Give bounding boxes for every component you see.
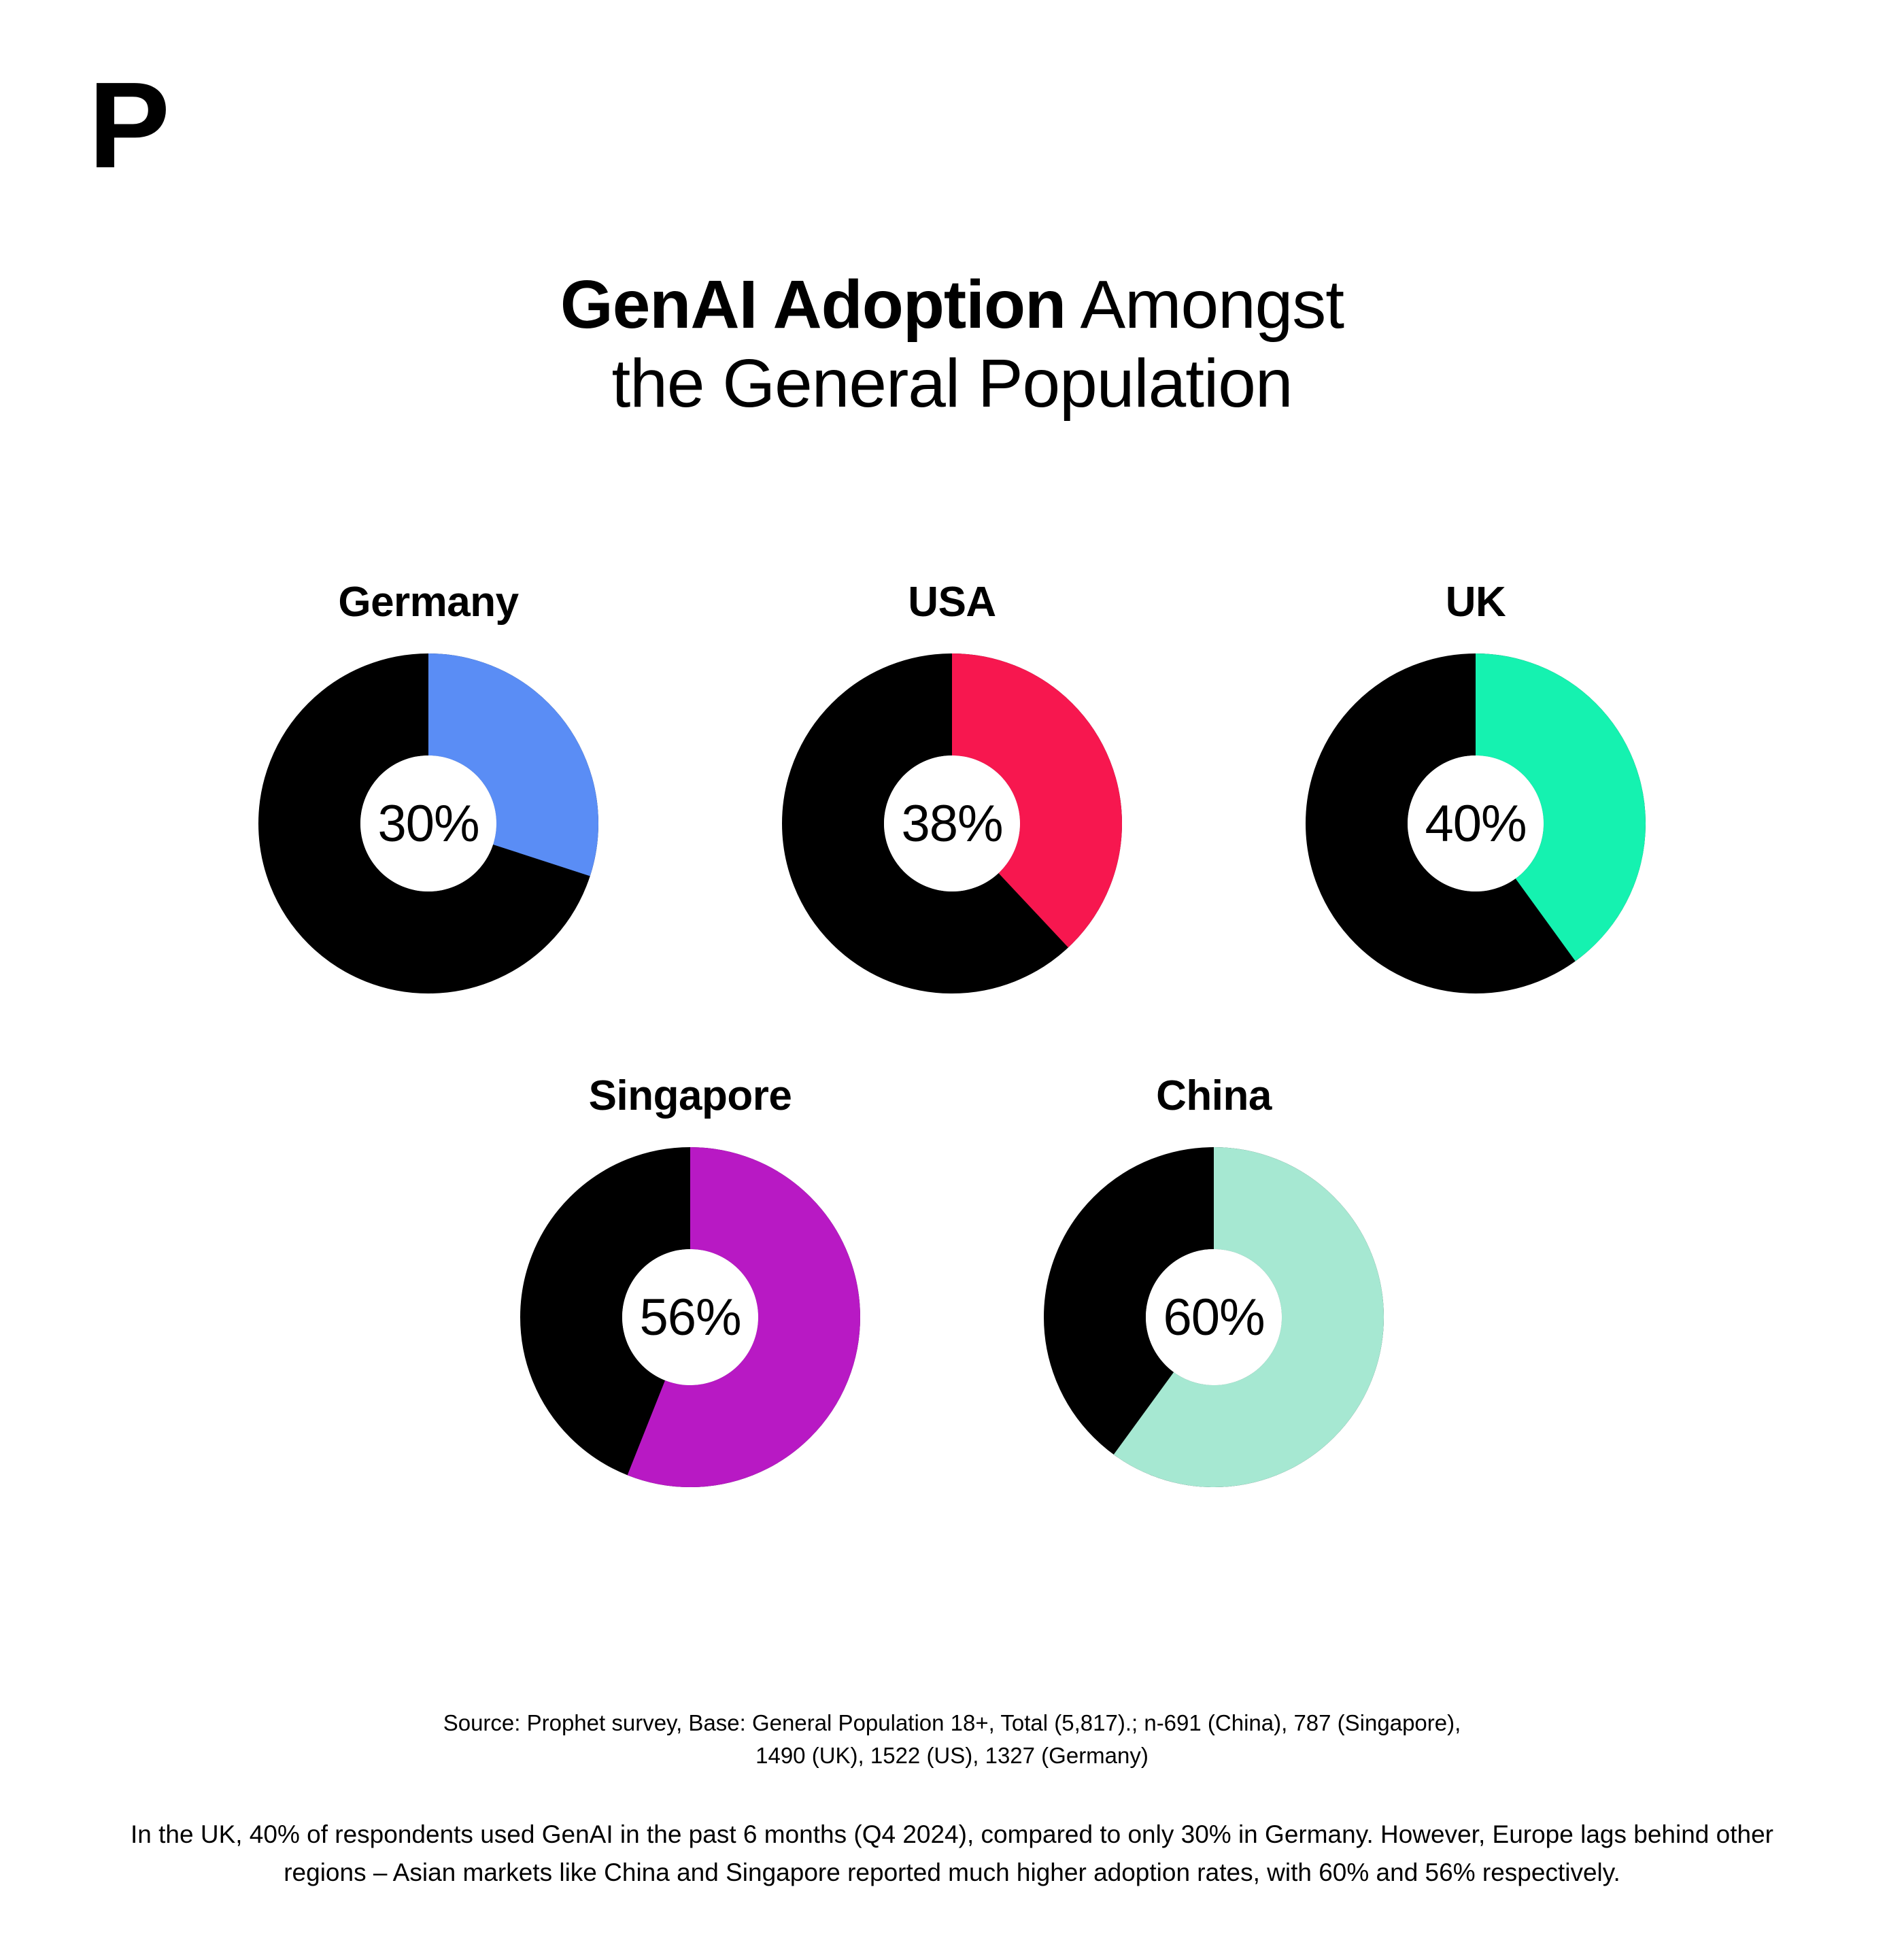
donut-uk [1299,578,1652,993]
donut-label-uk: UK [1445,579,1506,626]
donut-germany [252,578,605,993]
donut-value-usa: 38% [901,794,1003,853]
donut-china [1037,1072,1391,1487]
donut-chart-group [0,578,1904,1487]
donut-value-china: 60% [1163,1288,1265,1346]
donut-graphic-singapore [520,1147,860,1487]
donut-row-1 [0,578,1904,993]
title-rest: Amongst [1066,267,1344,343]
donut-singapore [513,1072,867,1487]
donut-value-uk: 40% [1425,794,1527,853]
donut-label-singapore: Singapore [588,1072,792,1119]
donut-graphic-usa [782,653,1122,993]
source-note: Source: Prophet survey, Base: General Population 18+, Total (5,817).; n-691 (China), 787 (Singapore), 1490 (UK), 1522 (US), 1327 (Germany) [443,1710,1461,1768]
donut-usa [775,578,1129,993]
donut-label-usa: USA [908,579,996,626]
insight-note: In the UK, 40% of respondents used GenAI in the past 6 months (Q4 2024), compared to only 30% in Germany. However, Europe lags behind other regions – Asian markets like China and Singapore reported much higher adoption rates, with 60% and 56% respectively. [131,1820,1773,1886]
donut-value-germany: 30% [377,794,479,853]
donut-value-singapore: 56% [639,1288,741,1346]
donut-graphic-uk [1306,653,1646,993]
donut-row-2 [0,1072,1904,1487]
title-line-2: the General Population [611,345,1293,422]
prophet-logo: P [88,57,168,194]
title-strong: GenAI Adoption [560,267,1066,343]
page-title [0,265,1904,423]
donut-label-germany: Germany [338,579,519,626]
title-line-1 [0,265,1904,344]
donut-graphic-germany [258,653,598,993]
donut-graphic-china [1044,1147,1384,1487]
donut-label-china: China [1156,1072,1272,1119]
